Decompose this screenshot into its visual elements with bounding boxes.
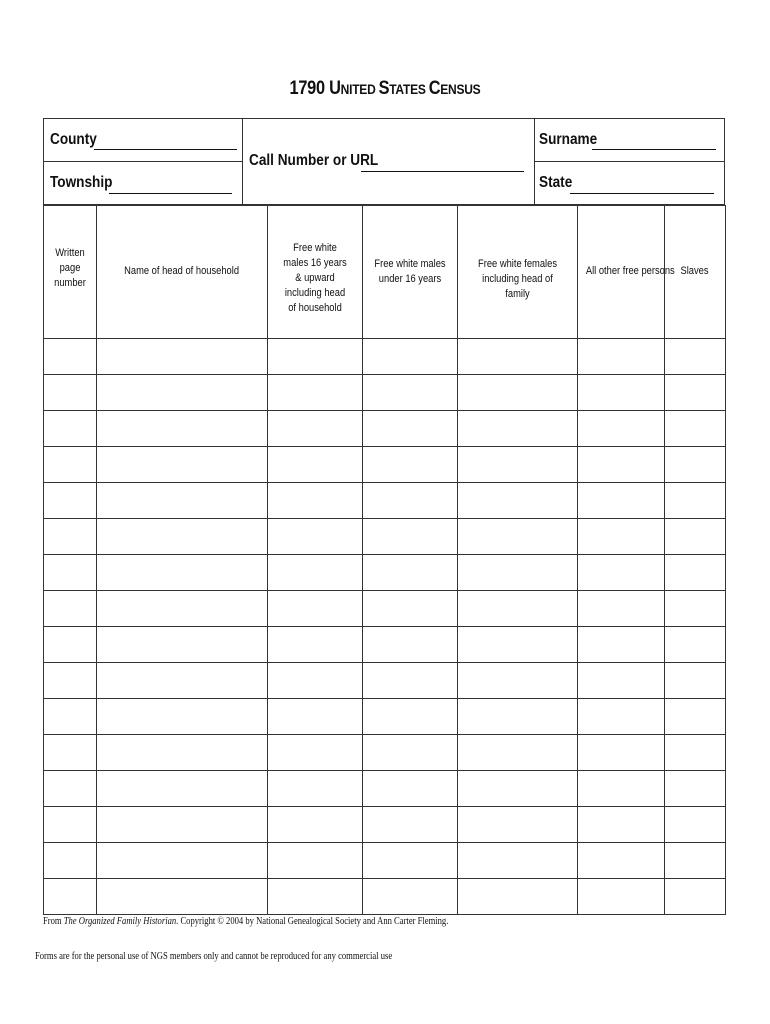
cell-slaves <box>665 771 726 807</box>
cell-males-16-up <box>268 663 363 699</box>
cell-slaves <box>665 483 726 519</box>
cell-slaves <box>665 519 726 555</box>
entry-slaves-input[interactable] <box>665 807 725 842</box>
entry-males-under-16-input[interactable] <box>363 591 457 626</box>
cell-other-free <box>578 591 665 627</box>
cell-head-of-household <box>97 483 268 519</box>
book-title: The Organized Family Historian <box>63 915 177 927</box>
cell-page-number <box>44 699 97 735</box>
cell-males-16-up <box>268 735 363 771</box>
entry-males-under-16-input[interactable] <box>363 771 457 806</box>
surname-field[interactable] <box>592 148 716 150</box>
entry-slaves-input[interactable] <box>665 735 725 770</box>
entry-males-16-up-input[interactable] <box>268 771 362 806</box>
cell-males-16-up <box>268 807 363 843</box>
cell-other-free <box>578 771 665 807</box>
cell-slaves <box>665 591 726 627</box>
cell-page-number <box>44 411 97 447</box>
entry-slaves-input[interactable] <box>665 627 725 662</box>
entry-page-number-input[interactable] <box>44 447 96 482</box>
cell-page-number <box>44 375 97 411</box>
table-row <box>44 555 726 591</box>
entry-page-number-input[interactable] <box>44 807 96 842</box>
entry-other-free-input[interactable] <box>578 519 664 554</box>
table-row <box>44 843 726 879</box>
cell-slaves <box>665 447 726 483</box>
entry-head-of-household-input[interactable] <box>97 807 267 842</box>
entry-other-free-input[interactable] <box>578 627 664 662</box>
cell-head-of-household <box>97 339 268 375</box>
entry-page-number-input[interactable] <box>44 483 96 518</box>
col-header-page-number: Written page number <box>44 206 97 339</box>
entry-females-input[interactable] <box>458 339 577 374</box>
entry-page-number-input[interactable] <box>44 879 96 914</box>
entry-page-number-input[interactable] <box>44 411 96 446</box>
entry-slaves-input[interactable] <box>665 843 725 878</box>
cell-females <box>458 375 578 411</box>
cell-females <box>458 735 578 771</box>
entry-males-under-16-input[interactable] <box>363 339 457 374</box>
cell-page-number <box>44 735 97 771</box>
cell-other-free <box>578 843 665 879</box>
cell-page-number <box>44 843 97 879</box>
cell-females <box>458 879 578 915</box>
cell-males-under-16 <box>363 339 458 375</box>
cell-males-under-16 <box>363 771 458 807</box>
cell-page-number <box>44 483 97 519</box>
cell-page-number <box>44 591 97 627</box>
surname-cell <box>535 119 724 162</box>
cell-slaves <box>665 663 726 699</box>
entry-slaves-input[interactable] <box>665 591 725 626</box>
entry-head-of-household-input[interactable] <box>97 483 267 518</box>
cell-head-of-household <box>97 879 268 915</box>
entry-other-free-input[interactable] <box>578 339 664 374</box>
cell-slaves <box>665 735 726 771</box>
entry-other-free-input[interactable] <box>578 771 664 806</box>
entry-head-of-household-input[interactable] <box>97 879 267 914</box>
entry-other-free-input[interactable] <box>578 591 664 626</box>
col-header-females: Free white females including head of family <box>458 206 578 339</box>
copyright-note: From The Organized Family Historian. Copyright © 2004 by National Genealogical Society and Ann Carter Fleming. <box>43 915 449 927</box>
cell-other-free <box>578 663 665 699</box>
table-row <box>44 879 726 915</box>
table-row <box>44 591 726 627</box>
entry-head-of-household-input[interactable] <box>97 771 267 806</box>
cell-other-free <box>578 807 665 843</box>
table-row <box>44 771 726 807</box>
cell-head-of-household <box>97 627 268 663</box>
entry-females-input[interactable] <box>458 555 577 590</box>
cell-head-of-household <box>97 663 268 699</box>
table-header-row <box>44 206 726 339</box>
cell-other-free <box>578 519 665 555</box>
entry-page-number-input[interactable] <box>44 843 96 878</box>
entry-slaves-input[interactable] <box>665 375 725 410</box>
entry-other-free-input[interactable] <box>578 483 664 518</box>
entry-page-number-input[interactable] <box>44 339 96 374</box>
entry-head-of-household-input[interactable] <box>97 699 267 734</box>
cell-females <box>458 663 578 699</box>
entry-females-input[interactable] <box>458 447 577 482</box>
cell-head-of-household <box>97 555 268 591</box>
entry-other-free-input[interactable] <box>578 663 664 698</box>
cell-males-16-up <box>268 411 363 447</box>
cell-other-free <box>578 375 665 411</box>
surname-label: Surname <box>539 131 598 148</box>
table-row <box>44 807 726 843</box>
entry-head-of-household-input[interactable] <box>97 375 267 410</box>
cell-males-16-up <box>268 699 363 735</box>
cell-slaves <box>665 843 726 879</box>
entry-page-number-input[interactable] <box>44 519 96 554</box>
entry-slaves-input[interactable] <box>665 699 725 734</box>
cell-males-under-16 <box>363 519 458 555</box>
entry-head-of-household-input[interactable] <box>97 339 267 374</box>
cell-females <box>458 555 578 591</box>
col-header-males-under-16: Free white males under 16 years <box>363 206 458 339</box>
entry-males-16-up-input[interactable] <box>268 447 362 482</box>
cell-males-under-16 <box>363 879 458 915</box>
entry-males-under-16-input[interactable] <box>363 879 457 914</box>
cell-page-number <box>44 519 97 555</box>
cell-males-under-16 <box>363 555 458 591</box>
entry-males-under-16-input[interactable] <box>363 375 457 410</box>
entry-other-free-input[interactable] <box>578 411 664 446</box>
entry-females-input[interactable] <box>458 411 577 446</box>
cell-head-of-household <box>97 735 268 771</box>
entry-males-under-16-input[interactable] <box>363 699 457 734</box>
cell-males-under-16 <box>363 663 458 699</box>
entry-females-input[interactable] <box>458 591 577 626</box>
entry-males-16-up-input[interactable] <box>268 663 362 698</box>
entry-females-input[interactable] <box>458 627 577 662</box>
entry-head-of-household-input[interactable] <box>97 447 267 482</box>
entry-females-input[interactable] <box>458 483 577 518</box>
table-row <box>44 375 726 411</box>
entry-males-under-16-input[interactable] <box>363 447 457 482</box>
cell-head-of-household <box>97 591 268 627</box>
entry-males-16-up-input[interactable] <box>268 591 362 626</box>
col-header-head-of-household: Name of head of household <box>97 206 268 339</box>
cell-females <box>458 699 578 735</box>
entry-males-16-up-input[interactable] <box>268 879 362 914</box>
entry-males-under-16-input[interactable] <box>363 555 457 590</box>
entry-slaves-input[interactable] <box>665 663 725 698</box>
cell-page-number <box>44 447 97 483</box>
cell-males-16-up <box>268 339 363 375</box>
entry-page-number-input[interactable] <box>44 735 96 770</box>
table-row <box>44 483 726 519</box>
cell-other-free <box>578 627 665 663</box>
table-row <box>44 663 726 699</box>
entry-males-under-16-input[interactable] <box>363 483 457 518</box>
cell-females <box>458 843 578 879</box>
entry-males-16-up-input[interactable] <box>268 339 362 374</box>
cell-males-16-up <box>268 843 363 879</box>
entry-other-free-input[interactable] <box>578 807 664 842</box>
entry-other-free-input[interactable] <box>578 699 664 734</box>
cell-head-of-household <box>97 807 268 843</box>
entry-males-under-16-input[interactable] <box>363 735 457 770</box>
entry-page-number-input[interactable] <box>44 771 96 806</box>
cell-females <box>458 591 578 627</box>
county-cell <box>44 119 243 162</box>
entry-slaves-input[interactable] <box>665 771 725 806</box>
entry-head-of-household-input[interactable] <box>97 591 267 626</box>
cell-females <box>458 339 578 375</box>
cell-males-16-up <box>268 375 363 411</box>
cell-males-16-up <box>268 771 363 807</box>
cell-other-free <box>578 447 665 483</box>
entry-males-16-up-input[interactable] <box>268 519 362 554</box>
entry-males-under-16-input[interactable] <box>363 843 457 878</box>
entry-males-16-up-input[interactable] <box>268 807 362 842</box>
cell-males-16-up <box>268 879 363 915</box>
table-row <box>44 339 726 375</box>
page-title: 1790 UNITED STATES CENSUS <box>289 78 481 99</box>
entry-page-number-input[interactable] <box>44 375 96 410</box>
col-header-slaves: Slaves <box>665 206 726 339</box>
entry-other-free-input[interactable] <box>578 843 664 878</box>
township-cell <box>44 162 243 204</box>
cell-males-under-16 <box>363 375 458 411</box>
table-row <box>44 699 726 735</box>
entry-males-under-16-input[interactable] <box>363 627 457 662</box>
table-row <box>44 519 726 555</box>
entry-head-of-household-input[interactable] <box>97 663 267 698</box>
cell-head-of-household <box>97 771 268 807</box>
entry-head-of-household-input[interactable] <box>97 411 267 446</box>
cell-other-free <box>578 879 665 915</box>
cell-females <box>458 771 578 807</box>
call-number-cell <box>243 119 535 204</box>
entry-slaves-input[interactable] <box>665 483 725 518</box>
township-field[interactable] <box>109 192 232 194</box>
cell-head-of-household <box>97 699 268 735</box>
header-box <box>43 118 725 205</box>
entry-males-16-up-input[interactable] <box>268 483 362 518</box>
census-table <box>43 205 726 915</box>
cell-males-16-up <box>268 483 363 519</box>
cell-males-under-16 <box>363 627 458 663</box>
entry-other-free-input[interactable] <box>578 735 664 770</box>
cell-males-16-up <box>268 555 363 591</box>
table-row <box>44 735 726 771</box>
cell-slaves <box>665 555 726 591</box>
cell-males-under-16 <box>363 807 458 843</box>
cell-slaves <box>665 879 726 915</box>
cell-head-of-household <box>97 411 268 447</box>
cell-females <box>458 447 578 483</box>
state-field[interactable] <box>570 192 714 194</box>
cell-females <box>458 519 578 555</box>
entry-females-input[interactable] <box>458 843 577 878</box>
cell-males-16-up <box>268 447 363 483</box>
cell-head-of-household <box>97 375 268 411</box>
cell-females <box>458 411 578 447</box>
cell-slaves <box>665 411 726 447</box>
cell-males-16-up <box>268 627 363 663</box>
entry-males-under-16-input[interactable] <box>363 519 457 554</box>
cell-other-free <box>578 699 665 735</box>
usage-notice: Forms are for the personal use of NGS members only and cannot be reproduced for any commercial use <box>35 950 393 962</box>
county-field[interactable] <box>94 148 237 150</box>
entry-slaves-input[interactable] <box>665 879 725 914</box>
cell-page-number <box>44 771 97 807</box>
entry-males-16-up-input[interactable] <box>268 627 362 662</box>
col-header-other-free: All other free persons <box>578 206 665 339</box>
cell-males-under-16 <box>363 447 458 483</box>
entry-head-of-household-input[interactable] <box>97 519 267 554</box>
cell-females <box>458 483 578 519</box>
cell-other-free <box>578 735 665 771</box>
cell-page-number <box>44 807 97 843</box>
entry-females-input[interactable] <box>458 807 577 842</box>
entry-slaves-input[interactable] <box>665 447 725 482</box>
cell-other-free <box>578 339 665 375</box>
entry-females-input[interactable] <box>458 663 577 698</box>
entry-head-of-household-input[interactable] <box>97 843 267 878</box>
cell-males-under-16 <box>363 483 458 519</box>
cell-slaves <box>665 627 726 663</box>
call-number-label: Call Number or URL <box>249 152 379 169</box>
entry-females-input[interactable] <box>458 879 577 914</box>
cell-other-free <box>578 483 665 519</box>
cell-other-free <box>578 555 665 591</box>
entry-other-free-input[interactable] <box>578 375 664 410</box>
state-label: State <box>539 174 573 191</box>
col-header-males-16-up: Free white males 16 years & upward including head of household <box>268 206 363 339</box>
entry-males-16-up-input[interactable] <box>268 375 362 410</box>
entry-males-16-up-input[interactable] <box>268 735 362 770</box>
township-label: Township <box>50 174 113 191</box>
entry-head-of-household-input[interactable] <box>97 555 267 590</box>
cell-head-of-household <box>97 447 268 483</box>
entry-page-number-input[interactable] <box>44 663 96 698</box>
cell-page-number <box>44 339 97 375</box>
entry-females-input[interactable] <box>458 771 577 806</box>
entry-other-free-input[interactable] <box>578 879 664 914</box>
entry-other-free-input[interactable] <box>578 555 664 590</box>
table-row <box>44 447 726 483</box>
cell-slaves <box>665 699 726 735</box>
cell-head-of-household <box>97 519 268 555</box>
cell-page-number <box>44 663 97 699</box>
cell-slaves <box>665 339 726 375</box>
cell-males-under-16 <box>363 735 458 771</box>
table-row <box>44 627 726 663</box>
entry-slaves-input[interactable] <box>665 411 725 446</box>
entry-males-16-up-input[interactable] <box>268 411 362 446</box>
cell-slaves <box>665 375 726 411</box>
entry-other-free-input[interactable] <box>578 447 664 482</box>
cell-males-under-16 <box>363 411 458 447</box>
cell-females <box>458 807 578 843</box>
county-label: County <box>50 131 97 148</box>
cell-males-16-up <box>268 591 363 627</box>
entry-slaves-input[interactable] <box>665 519 725 554</box>
table-row <box>44 411 726 447</box>
entry-page-number-input[interactable] <box>44 591 96 626</box>
entry-females-input[interactable] <box>458 699 577 734</box>
cell-page-number <box>44 555 97 591</box>
cell-page-number <box>44 879 97 915</box>
cell-page-number <box>44 627 97 663</box>
cell-males-under-16 <box>363 843 458 879</box>
entry-males-16-up-input[interactable] <box>268 699 362 734</box>
call-number-field[interactable] <box>361 170 524 172</box>
entry-page-number-input[interactable] <box>44 699 96 734</box>
entry-females-input[interactable] <box>458 375 577 410</box>
cell-females <box>458 627 578 663</box>
entry-slaves-input[interactable] <box>665 555 725 590</box>
entry-page-number-input[interactable] <box>44 555 96 590</box>
entry-slaves-input[interactable] <box>665 339 725 374</box>
entry-males-16-up-input[interactable] <box>268 843 362 878</box>
entry-males-under-16-input[interactable] <box>363 807 457 842</box>
entry-males-under-16-input[interactable] <box>363 411 457 446</box>
entry-females-input[interactable] <box>458 519 577 554</box>
entry-males-under-16-input[interactable] <box>363 663 457 698</box>
entry-head-of-household-input[interactable] <box>97 627 267 662</box>
entry-males-16-up-input[interactable] <box>268 555 362 590</box>
cell-slaves <box>665 807 726 843</box>
cell-males-under-16 <box>363 699 458 735</box>
state-cell <box>535 162 724 204</box>
cell-males-16-up <box>268 519 363 555</box>
entry-page-number-input[interactable] <box>44 627 96 662</box>
cell-males-under-16 <box>363 591 458 627</box>
cell-other-free <box>578 411 665 447</box>
entry-head-of-household-input[interactable] <box>97 735 267 770</box>
cell-head-of-household <box>97 843 268 879</box>
entry-females-input[interactable] <box>458 735 577 770</box>
